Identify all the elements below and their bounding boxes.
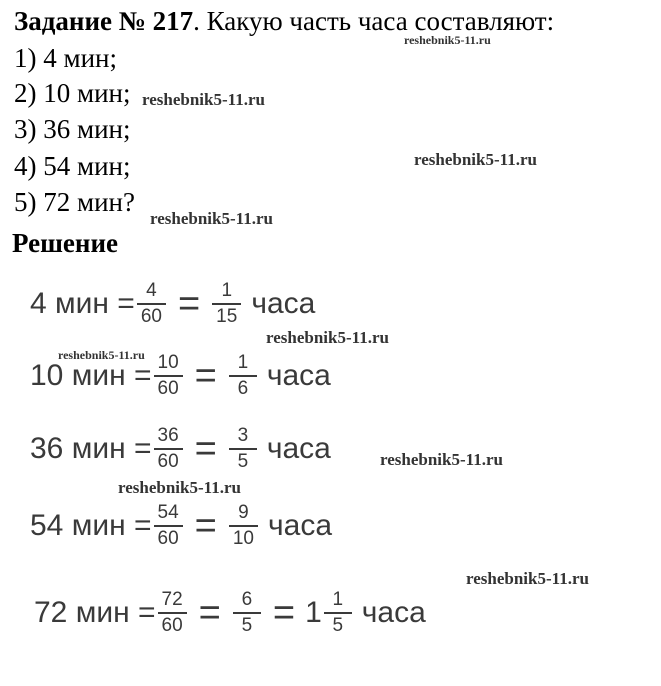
numerator: 4 (146, 280, 157, 301)
equals-sign: = (177, 283, 201, 325)
fraction (231, 425, 255, 473)
unit: часа (266, 359, 331, 392)
fraction (326, 589, 350, 637)
denominator: 5 (241, 615, 253, 636)
whole-number: 1 (305, 596, 322, 629)
equals-sign: = (194, 505, 217, 547)
fraction (235, 589, 259, 637)
fraction (214, 280, 239, 328)
equals-sign: = (194, 355, 217, 397)
fraction (156, 352, 181, 400)
fraction (160, 589, 185, 637)
numerator: 9 (238, 502, 249, 523)
task-item-3: 3) 36 мин; (14, 114, 131, 144)
unit: часа (266, 432, 331, 465)
denominator: 60 (140, 306, 162, 327)
denominator: 5 (332, 615, 344, 636)
fraction (231, 352, 255, 400)
fraction (156, 502, 181, 550)
numerator: 3 (237, 425, 249, 446)
denominator: 6 (237, 378, 249, 399)
watermark: reshebnik5-11.ru (466, 569, 589, 588)
watermark: reshebnik5-11.ru (266, 328, 389, 347)
numerator: 1 (332, 589, 344, 610)
task-label: Задание № 217 (14, 6, 194, 36)
task-item-4: 4) 54 мин; (14, 151, 131, 181)
unit: часа (251, 287, 316, 320)
numerator: 1 (221, 280, 233, 301)
watermark: reshebnik5-11.ru (58, 348, 145, 362)
numerator: 72 (161, 589, 183, 610)
unit: часа (361, 596, 426, 629)
watermark: reshebnik5-11.ru (150, 209, 273, 228)
equation-lhs: 10 мин = (30, 359, 152, 392)
numerator: 10 (157, 352, 179, 373)
watermark: reshebnik5-11.ru (404, 33, 491, 47)
watermark: reshebnik5-11.ru (118, 478, 241, 497)
denominator: 10 (232, 528, 254, 549)
denominator: 5 (237, 451, 249, 472)
numerator: 54 (157, 502, 179, 523)
task-question: . Какую часть часа составляют: (193, 6, 555, 36)
task-item-2: 2) 10 мин; (14, 78, 131, 108)
fraction (139, 280, 164, 328)
equals-sign: = (198, 592, 221, 634)
equation-3 (30, 425, 331, 473)
denominator: 60 (161, 615, 183, 636)
equation-lhs: 4 мин = (30, 287, 135, 320)
equation-lhs: 36 мин = (30, 432, 152, 465)
equation-lhs: 72 мин = (34, 596, 156, 629)
numerator: 6 (241, 589, 253, 610)
denominator: 60 (157, 451, 179, 472)
fraction (231, 502, 256, 550)
equals-sign: = (272, 592, 296, 634)
fraction (156, 425, 181, 473)
unit: часа (268, 509, 332, 542)
solution-heading: Решение (12, 228, 118, 258)
task-item-5: 5) 72 мин? (14, 187, 135, 217)
equation-4 (30, 502, 332, 550)
watermark: reshebnik5-11.ru (142, 90, 265, 109)
denominator: 60 (157, 378, 179, 399)
task-item-1: 1) 4 мин; (14, 43, 117, 73)
task-title (14, 6, 554, 36)
equation-1 (30, 280, 315, 328)
equals-sign: = (194, 428, 217, 470)
numerator: 36 (157, 425, 179, 446)
denominator: 60 (157, 528, 179, 549)
equation-lhs: 54 мин = (30, 509, 152, 542)
equation-5 (34, 589, 426, 637)
numerator: 1 (237, 352, 249, 373)
watermark: reshebnik5-11.ru (380, 450, 503, 469)
watermark: reshebnik5-11.ru (414, 150, 537, 169)
denominator: 15 (216, 306, 238, 327)
